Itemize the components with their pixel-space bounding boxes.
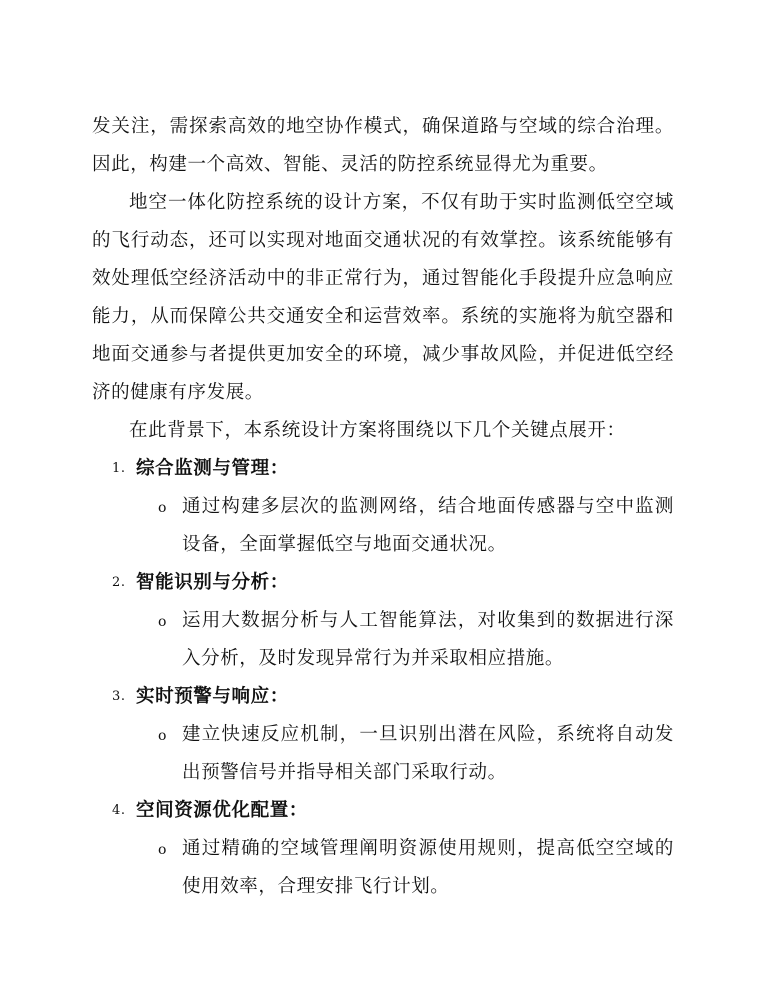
list-item-title: 综合监测与管理： bbox=[136, 458, 289, 479]
list-item-detail bbox=[92, 716, 674, 792]
list-item-heading bbox=[92, 450, 674, 488]
list-item bbox=[92, 450, 674, 564]
list-item-number: 3. bbox=[112, 689, 126, 704]
list-item-detail-text: 运用大数据分析与人工智能算法，对收集到的数据进行深入分析，及时发现异常行为并采取相应措施。 bbox=[182, 610, 674, 669]
list-item-heading bbox=[92, 792, 674, 830]
list-item-number: 1. bbox=[112, 461, 126, 476]
intro-continuation-paragraph: 发关注，需探索高效的地空协作模式，确保道路与空域的综合治理。因此，构建一个高效、智能、灵活的防控系统显得尤为重要。 bbox=[92, 116, 674, 175]
list-item-number: 4. bbox=[112, 803, 126, 818]
list-item-detail bbox=[92, 830, 674, 906]
circle-bullet-icon: o bbox=[158, 500, 168, 516]
list-item bbox=[92, 678, 674, 792]
list-item-heading bbox=[92, 678, 674, 716]
list-item-title: 空间资源优化配置： bbox=[136, 800, 308, 821]
list-item-detail bbox=[92, 602, 674, 678]
document-page bbox=[92, 108, 674, 906]
list-item-heading bbox=[92, 564, 674, 602]
list-item-detail-text: 通过构建多层次的监测网络，结合地面传感器与空中监测设备，全面掌握低空与地面交通状况。 bbox=[182, 496, 674, 555]
list-item bbox=[92, 564, 674, 678]
list-item-detail-text: 建立快速反应机制，一旦识别出潜在风险，系统将自动发出预警信号并指导相关部门采取行动。 bbox=[182, 724, 674, 783]
list-item-number: 2. bbox=[112, 575, 126, 590]
list-item-detail-text: 通过精确的空域管理阐明资源使用规则，提高低空空域的使用效率，合理安排飞行计划。 bbox=[182, 838, 674, 897]
list-item bbox=[92, 792, 674, 906]
key-points-list bbox=[92, 450, 674, 906]
circle-bullet-icon: o bbox=[158, 614, 168, 630]
circle-bullet-icon: o bbox=[158, 728, 168, 744]
key-points-intro-paragraph: 在此背景下，本系统设计方案将围绕以下几个关键点展开： bbox=[129, 420, 626, 441]
list-item-title: 智能识别与分析： bbox=[136, 572, 289, 593]
circle-bullet-icon: o bbox=[158, 842, 168, 858]
list-item-detail bbox=[92, 488, 674, 564]
list-item-title: 实时预警与响应： bbox=[136, 686, 289, 707]
system-design-paragraph: 地空一体化防控系统的设计方案，不仅有助于实时监测低空空域的飞行动态，还可以实现对地面交通状况的有效掌控。该系统能够有效处理低空经济活动中的非正常行为，通过智能化手段提升应急响应能力，从而保障公共交通安全和运营效率。系统的实施将为航空器和地面交通参与者提供更加安全的环境，减少事故风险，并促进低空经济的健康有序发展。 bbox=[92, 192, 674, 403]
